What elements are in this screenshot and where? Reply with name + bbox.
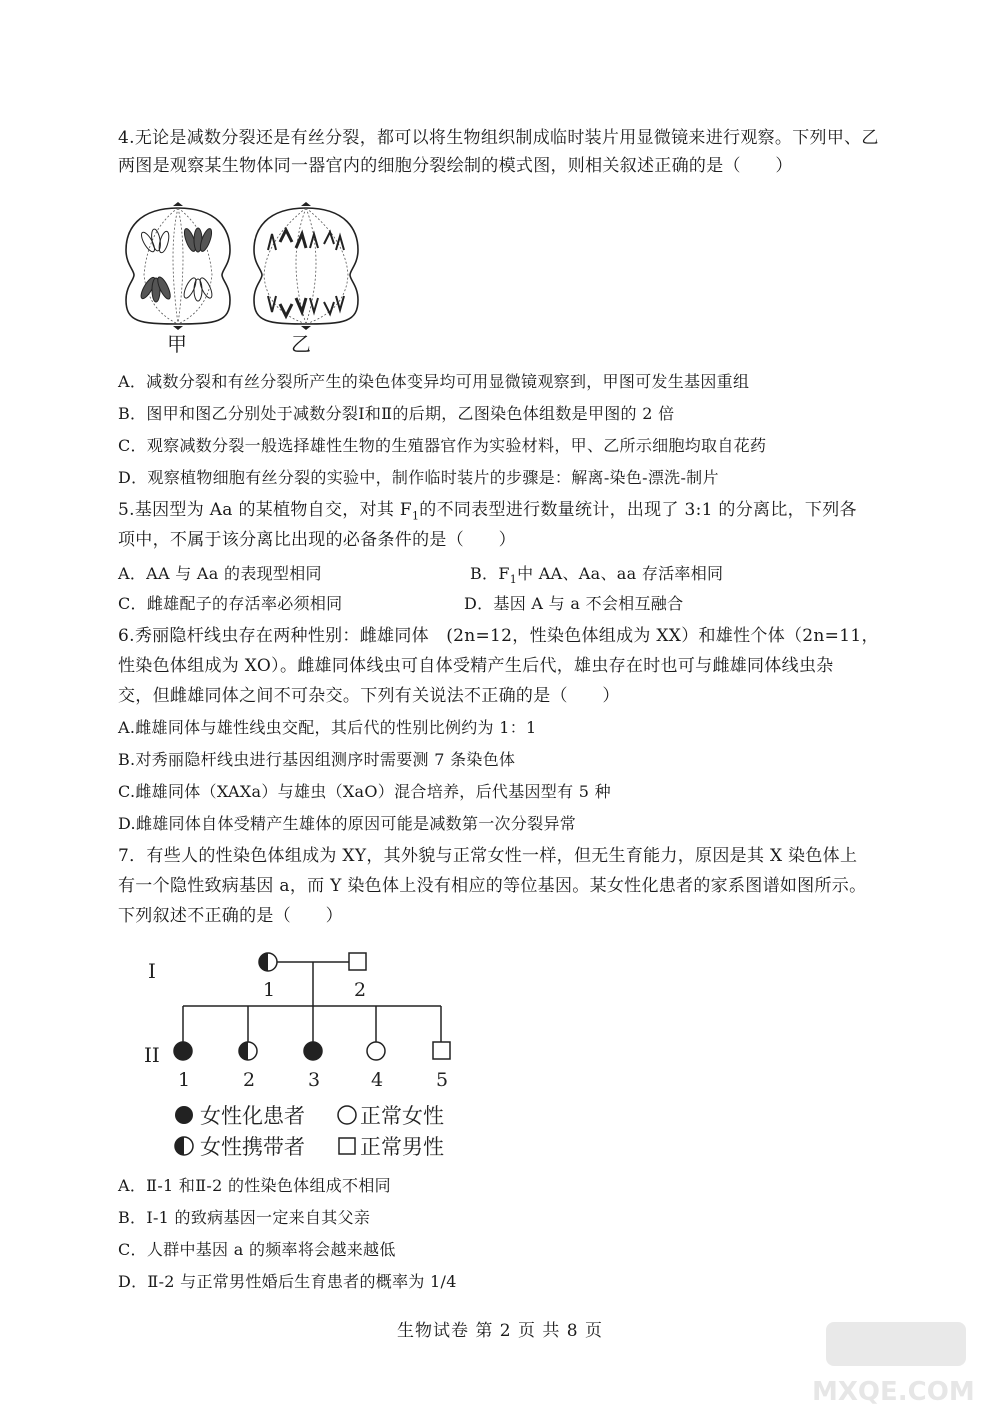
affected-female-II1 <box>174 1042 192 1060</box>
q7-option-d: D．Ⅱ-2 与正常男性婚后生育患者的概率为 1/4 <box>118 1272 457 1291</box>
fig-label-jia: 甲 <box>167 332 188 356</box>
q4-option-a: A．减数分裂和有丝分裂所产生的染色体变异均可用显微镜观察到，甲图可发生基因重组 <box>118 372 750 391</box>
legend-normal-female-icon <box>338 1106 356 1124</box>
q7-option-a: A．Ⅱ-1 和Ⅱ-2 的性染色体组成不相同 <box>118 1176 391 1195</box>
II-label-1: 1 <box>178 1069 191 1091</box>
q7-stem-line3: 下列叙述不正确的是（ ） <box>118 906 343 926</box>
legend-carrier-female: 女性携带者 <box>200 1135 305 1159</box>
q4-stem-line2: 两图是观察某生物体同一器官内的细胞分裂绘制的模式图，则相关叙述正确的是（ ） <box>118 156 793 176</box>
q5-stem-part2: 的不同表型进行数量统计，出现了 3:1 的分离比，下列各 <box>419 500 857 520</box>
page-footer: 生物试卷 第 2 页 共 8 页 <box>396 1321 604 1341</box>
cell-jia <box>126 202 230 330</box>
legend-normal-male: 正常男性 <box>360 1135 444 1159</box>
q6-option-d: D.雌雄同体自体受精产生雄体的原因可能是减数第一次分裂异常 <box>118 814 577 833</box>
q4-option-d: D．观察植物细胞有丝分裂的实验中，制作临时装片的步骤是：解离-染色-漂洗-制片 <box>118 468 719 487</box>
generation-label-I: I <box>148 959 156 983</box>
q5-stem-part1: 5.基因型为 Aa 的某植物自交，对其 F <box>118 500 412 520</box>
q6-stem-line1: 6.秀丽隐杆线虫存在两种性别：雌雄同体 (2n=12，性染色体组成为 XX）和雄性个体（2n=11， <box>118 626 879 646</box>
legend-normal-male-icon <box>339 1138 355 1154</box>
carrier-female-I1 <box>259 953 277 971</box>
cell-yi <box>254 202 358 330</box>
q5-option-b <box>470 562 723 592</box>
II-label-5: 5 <box>436 1069 449 1091</box>
q6-stem-line2: 性染色体组成为 XO）。雌雄同体线虫可自体受精产生后代，雄虫存在时也可与雌雄同体线虫杂 <box>118 656 834 676</box>
cell-division-figure <box>118 200 368 360</box>
q7-stem-line1: 7．有些人的性染色体组成为 XY，其外貌与正常女性一样，但无生育能力，原因是其 X 染色体上 <box>118 846 858 866</box>
q4-option-c: C．观察减数分裂一般选择雄性生物的生殖器官作为实验材料，甲、乙所示细胞均取自花药 <box>118 436 767 455</box>
q5-option-b-sub: 1 <box>509 573 518 587</box>
normal-male-I2 <box>349 953 366 970</box>
q5-option-b-part2: 中 AA、Aa、aa 存活率相同 <box>517 564 724 583</box>
q6-option-c: C.雌雄同体（XAXa）与雄虫（XaO）混合培养，后代基因型有 5 种 <box>118 782 611 801</box>
pedigree-chart <box>130 940 480 1170</box>
q6-option-b: B.对秀丽隐杆线虫进行基因组测序时需要测 7 条染色体 <box>118 750 516 769</box>
q4-stem-line1: 4.无论是减数分裂还是有丝分裂，都可以将生物组织制成临时装片用显微镜来进行观察。下列甲、乙 <box>118 128 879 148</box>
q7-option-b: B．I-1 的致病基因一定来自其父亲 <box>118 1208 371 1227</box>
normal-female-II4 <box>367 1042 385 1060</box>
watermark-text: MXQE.COM <box>812 1377 975 1407</box>
q5-option-d: D．基因 A 与 a 不会相互融合 <box>464 594 684 613</box>
q7-option-c: C．人群中基因 a 的频率将会越来越低 <box>118 1240 396 1259</box>
generation-label-II: II <box>144 1043 160 1067</box>
fig-label-yi: 乙 <box>291 332 312 356</box>
q5-option-a: A．AA 与 Aa 的表现型相同 <box>118 564 322 583</box>
legend-carrier-female-icon <box>175 1137 193 1155</box>
q7-stem-line2: 有一个隐性致病基因 a，而 Y 染色体上没有相应的等位基因。某女性化患者的家系图谱如图所示。 <box>118 876 867 896</box>
q5-stem-line1 <box>118 498 857 528</box>
II-label-4: 4 <box>371 1069 384 1091</box>
II-label-2: 2 <box>243 1069 256 1091</box>
q5-option-b-part1: B．F <box>470 564 510 583</box>
q5-stem-line2: 项中，不属于该分离比出现的必备条件的是（ ） <box>118 530 516 550</box>
normal-male-II5 <box>433 1042 450 1059</box>
legend-affected-female: 女性化患者 <box>200 1104 305 1128</box>
q6-option-a: A.雌雄同体与雄性线虫交配，其后代的性别比例约为 1：1 <box>118 718 537 737</box>
legend-affected-female-icon <box>175 1106 193 1124</box>
q6-stem-line3: 交，但雌雄同体之间不可杂交。下列有关说法不正确的是（ ） <box>118 686 620 706</box>
watermark-logo <box>786 1318 986 1408</box>
q5-option-c: C．雌雄配子的存活率必须相同 <box>118 594 343 613</box>
q5-stem-sub: 1 <box>411 509 420 523</box>
I-label-1: 1 <box>263 979 276 1001</box>
legend-normal-female: 正常女性 <box>360 1104 444 1128</box>
affected-female-II3 <box>304 1042 322 1060</box>
carrier-female-II2 <box>239 1042 257 1060</box>
q4-option-b: B．图甲和图乙分别处于减数分裂Ⅰ和Ⅱ的后期，乙图染色体组数是甲图的 2 倍 <box>118 404 675 423</box>
I-label-2: 2 <box>354 979 367 1001</box>
II-label-3: 3 <box>308 1069 321 1091</box>
